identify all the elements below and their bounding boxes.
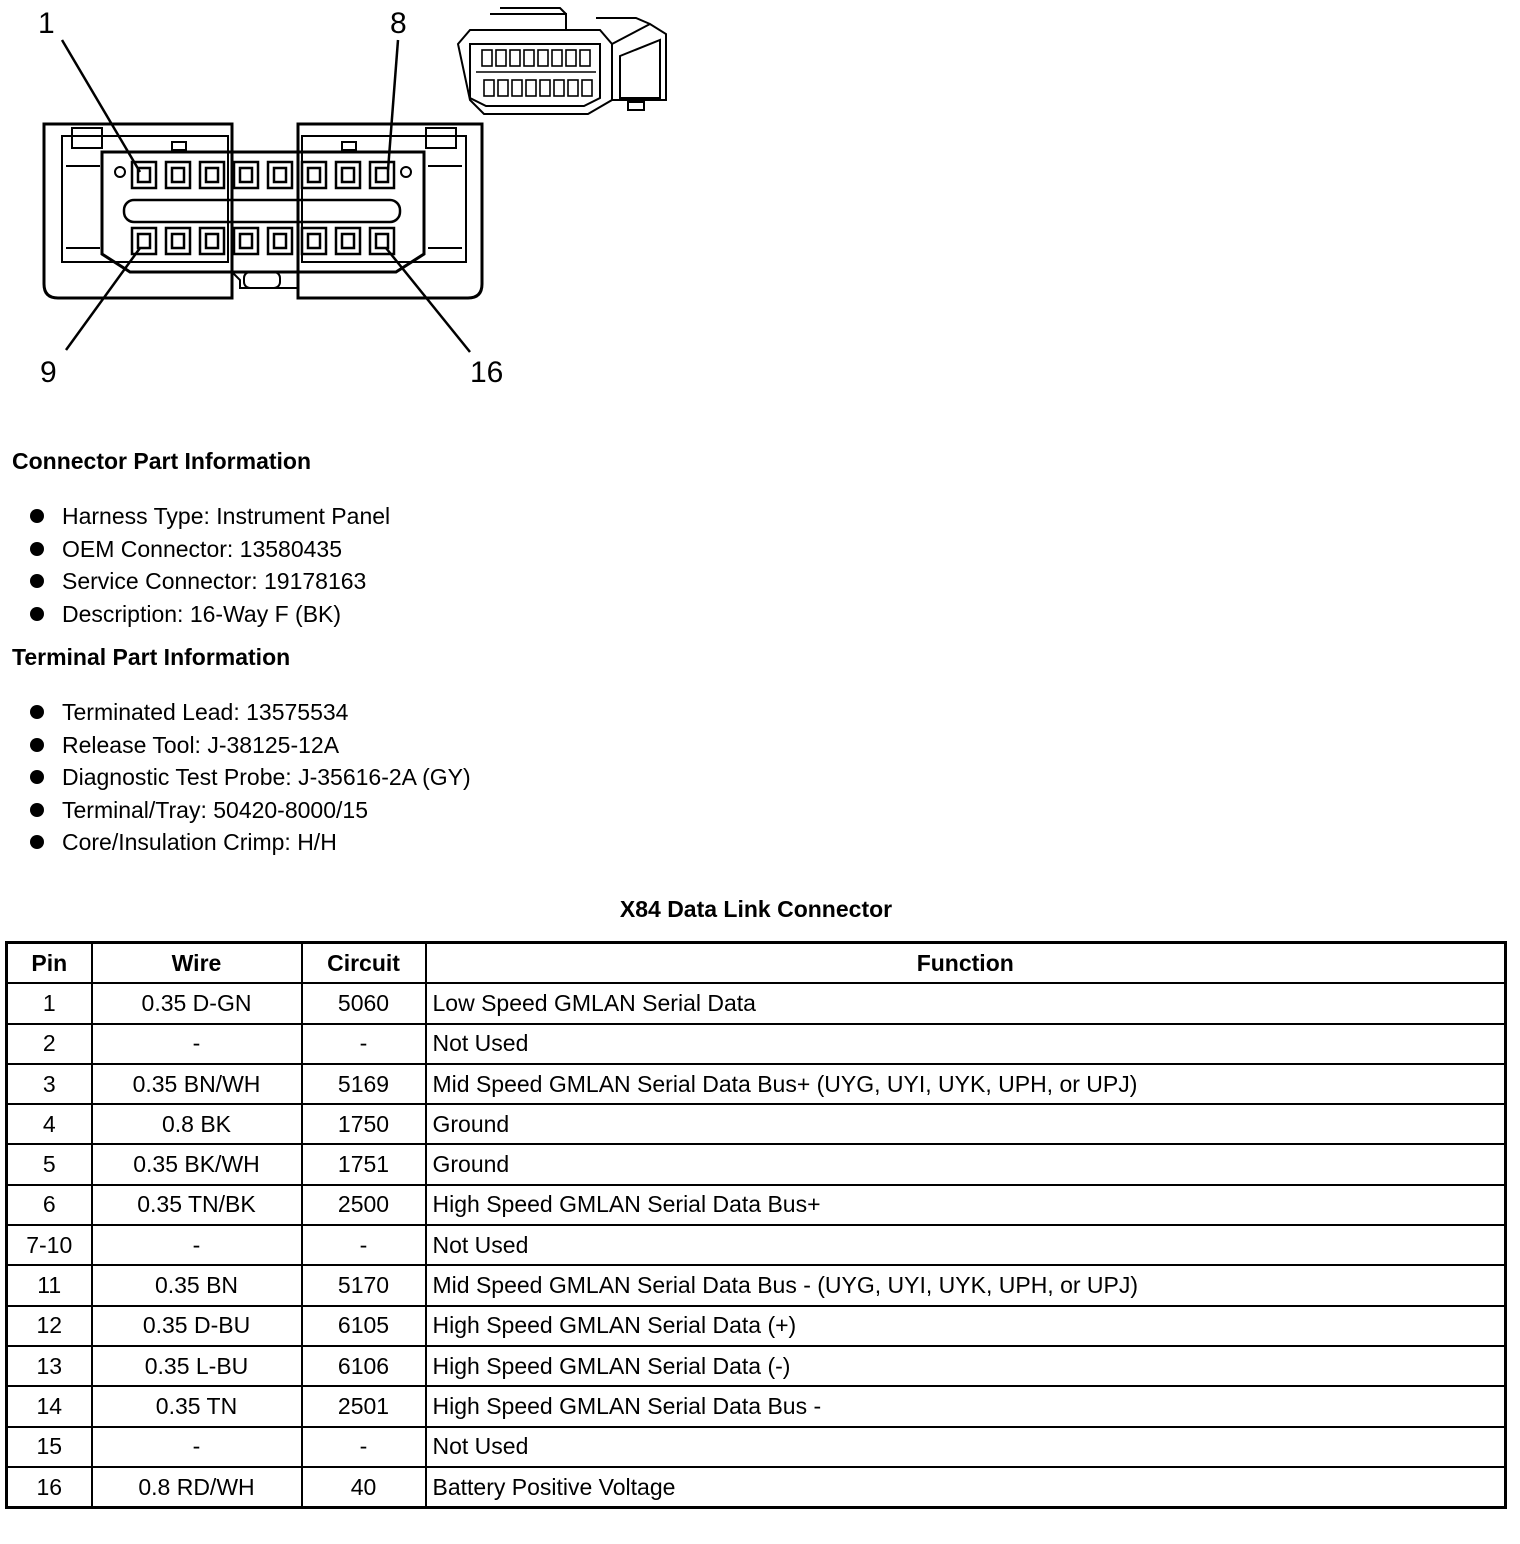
list-item: Core/Insulation Crimp: H/H (28, 826, 471, 859)
pin-cell: 2 (7, 1024, 92, 1064)
wire-cell: 0.35 D-BU (92, 1306, 302, 1346)
circuit-cell: - (302, 1427, 426, 1467)
list-item: Description: 16-Way F (BK) (28, 598, 390, 631)
wire-cell: 0.35 D-GN (92, 983, 302, 1023)
wire-cell: 0.35 BK/WH (92, 1144, 302, 1184)
callout-leaders (62, 40, 470, 352)
circuit-cell: 5169 (302, 1064, 426, 1104)
circuit-cell: 1750 (302, 1104, 426, 1144)
table-row (7, 1386, 1506, 1426)
function-cell: High Speed GMLAN Serial Data Bus - (426, 1386, 1506, 1426)
pin-cell: 13 (7, 1346, 92, 1386)
wire-cell: - (92, 1024, 302, 1064)
pinout-table (5, 941, 1507, 1509)
circuit-cell: 5060 (302, 983, 426, 1023)
table-header-row (7, 943, 1506, 984)
list-item: Harness Type: Instrument Panel (28, 500, 390, 533)
table-row (7, 1346, 1506, 1386)
table-row (7, 1144, 1506, 1184)
circuit-cell: 5170 (302, 1265, 426, 1305)
pin-cell: 1 (7, 983, 92, 1023)
pin-cell: 16 (7, 1467, 92, 1508)
column-header-wire: Wire (92, 943, 302, 984)
connector-part-info-list (28, 500, 390, 630)
function-cell: Not Used (426, 1427, 1506, 1467)
list-item: Terminated Lead: 13575534 (28, 696, 471, 729)
circuit-cell: 2501 (302, 1386, 426, 1426)
table-row (7, 1306, 1506, 1346)
pin-cell: 3 (7, 1064, 92, 1104)
bottom-row-terminals (132, 228, 394, 254)
list-item: Diagnostic Test Probe: J-35616-2A (GY) (28, 761, 471, 794)
pin-callout-9: 9 (40, 356, 57, 389)
wire-cell: - (92, 1225, 302, 1265)
connector-part-info-heading: Connector Part Information (12, 448, 312, 474)
pin-cell: 7-10 (7, 1225, 92, 1265)
pin-cell: 15 (7, 1427, 92, 1467)
table-row (7, 1064, 1506, 1104)
pin-callout-16: 16 (470, 356, 504, 389)
circuit-cell: 1751 (302, 1144, 426, 1184)
table-title: X84 Data Link Connector (619, 896, 893, 922)
function-cell: Low Speed GMLAN Serial Data (426, 983, 1506, 1023)
wire-cell: 0.35 TN (92, 1386, 302, 1426)
wire-cell: 0.35 BN/WH (92, 1064, 302, 1104)
table-row (7, 1467, 1506, 1508)
wire-cell: 0.35 L-BU (92, 1346, 302, 1386)
list-item: Service Connector: 19178163 (28, 565, 390, 598)
wire-cell: 0.8 BK (92, 1104, 302, 1144)
function-cell: High Speed GMLAN Serial Data (-) (426, 1346, 1506, 1386)
function-cell: Mid Speed GMLAN Serial Data Bus - (UYG, UYI, UYK, UPH, or UPJ) (426, 1265, 1506, 1305)
connector-diagram (0, 0, 1520, 440)
table-row (7, 1265, 1506, 1305)
table-row (7, 1427, 1506, 1467)
function-cell: High Speed GMLAN Serial Data (+) (426, 1306, 1506, 1346)
function-cell: Not Used (426, 1024, 1506, 1064)
pin-cell: 11 (7, 1265, 92, 1305)
pin-callout-8: 8 (390, 7, 407, 40)
function-cell: Not Used (426, 1225, 1506, 1265)
wire-cell: 0.8 RD/WH (92, 1467, 302, 1508)
connector-face-drawing (44, 124, 482, 298)
column-header-circuit: Circuit (302, 943, 426, 984)
function-cell: Mid Speed GMLAN Serial Data Bus+ (UYG, UYI, UYK, UPH, or UPJ) (426, 1064, 1506, 1104)
function-cell: Ground (426, 1144, 1506, 1184)
wire-cell: 0.35 TN/BK (92, 1185, 302, 1225)
pin-cell: 5 (7, 1144, 92, 1184)
circuit-cell: 40 (302, 1467, 426, 1508)
pin-cell: 6 (7, 1185, 92, 1225)
column-header-function: Function (426, 943, 1506, 984)
table-row (7, 1104, 1506, 1144)
table-row (7, 1024, 1506, 1064)
function-cell: Battery Positive Voltage (426, 1467, 1506, 1508)
wire-cell: 0.35 BN (92, 1265, 302, 1305)
pin-cell: 14 (7, 1386, 92, 1426)
pin-cell: 4 (7, 1104, 92, 1144)
pin-callout-1: 1 (38, 7, 55, 40)
circuit-cell: 2500 (302, 1185, 426, 1225)
circuit-cell: - (302, 1225, 426, 1265)
list-item: OEM Connector: 13580435 (28, 533, 390, 566)
terminal-part-info-list (28, 696, 471, 859)
circuit-cell: 6105 (302, 1306, 426, 1346)
table-row (7, 1225, 1506, 1265)
function-cell: Ground (426, 1104, 1506, 1144)
list-item: Terminal/Tray: 50420-8000/15 (28, 794, 471, 827)
terminal-part-info-heading: Terminal Part Information (12, 644, 291, 670)
list-item: Release Tool: J-38125-12A (28, 729, 471, 762)
circuit-cell: - (302, 1024, 426, 1064)
function-cell: High Speed GMLAN Serial Data Bus+ (426, 1185, 1506, 1225)
circuit-cell: 6106 (302, 1346, 426, 1386)
pin-cell: 12 (7, 1306, 92, 1346)
table-row (7, 1185, 1506, 1225)
top-row-terminals (132, 162, 394, 188)
connector-3d-view (458, 8, 666, 114)
column-header-pin: Pin (7, 943, 92, 984)
wire-cell: - (92, 1427, 302, 1467)
table-row (7, 983, 1506, 1023)
